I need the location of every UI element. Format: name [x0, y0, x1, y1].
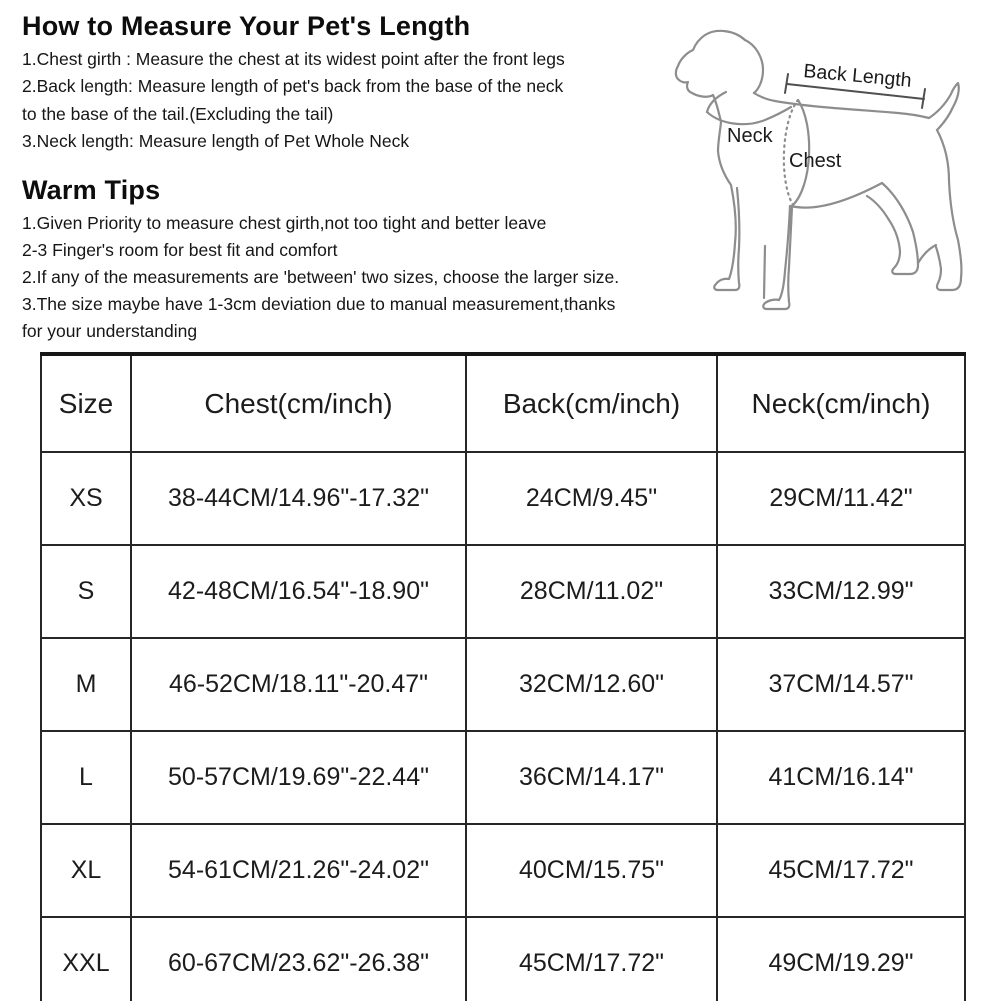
cell-neck: 33CM/12.99" — [717, 545, 965, 638]
cell-size: S — [41, 545, 131, 638]
cell-neck: 29CM/11.42" — [717, 452, 965, 545]
dog-hind-leg-far — [936, 130, 961, 290]
dog-tail — [929, 83, 959, 130]
warm-tips-text — [22, 210, 619, 345]
table-row-xs — [41, 452, 965, 545]
size-chart-header-row — [41, 354, 965, 452]
header-chest: Chest(cm/inch) — [131, 354, 466, 452]
dog-head-outline — [676, 31, 745, 122]
instruction-line: to the base of the tail.(Excluding the tail) — [22, 103, 334, 124]
cell-chest: 54-61CM/21.26"-24.02" — [131, 824, 466, 917]
cell-neck: 37CM/14.57" — [717, 638, 965, 731]
cell-chest: 50-57CM/19.69"-22.44" — [131, 731, 466, 824]
cell-chest: 38-44CM/14.96"-17.32" — [131, 452, 466, 545]
tip-line: 3.The size maybe have 1-3cm deviation due to manual measurement,thanks — [22, 294, 616, 314]
cell-back: 40CM/15.75" — [466, 824, 717, 917]
dog-front-leg-near — [763, 206, 792, 309]
instruction-line: 2.Back length: Measure length of pet's back from the base of the neck — [22, 76, 564, 97]
tip-line: 1.Given Priority to measure chest girth,not too tight and better leave — [22, 213, 547, 233]
dog-front-leg-gap-line — [764, 246, 765, 298]
cell-size: XL — [41, 824, 131, 917]
dog-belly-line — [791, 183, 882, 208]
table-row-l — [41, 731, 965, 824]
dog-head-back-outline — [745, 40, 763, 93]
header-size: Size — [41, 354, 131, 452]
table-row-xl — [41, 824, 965, 917]
how-to-measure-text — [22, 46, 565, 156]
back-length-label: Back Length — [802, 60, 913, 92]
cell-back: 32CM/12.60" — [466, 638, 717, 731]
header-neck: Neck(cm/inch) — [717, 354, 965, 452]
cell-chest: 42-48CM/16.54"-18.90" — [131, 545, 466, 638]
table-row-s — [41, 545, 965, 638]
instruction-line: 1.Chest girth : Measure the chest at its widest point after the front legs — [22, 49, 565, 69]
size-chart-table — [40, 352, 966, 1001]
cell-back: 28CM/11.02" — [466, 545, 717, 638]
chest-label: Chest — [789, 150, 842, 172]
header-back: Back(cm/inch) — [466, 354, 717, 452]
cell-size: M — [41, 638, 131, 731]
cell-neck: 41CM/16.14" — [717, 731, 965, 824]
how-to-measure-title: How to Measure Your Pet's Length — [22, 11, 471, 41]
neck-label: Neck — [727, 125, 773, 147]
cell-back: 24CM/9.45" — [466, 452, 717, 545]
table-row-m — [41, 638, 965, 731]
cell-neck: 45CM/17.72" — [717, 824, 965, 917]
tip-line: 2.If any of the measurements are 'between' two sizes, choose the larger size. — [22, 267, 620, 287]
tip-line: 2-3 Finger's room for best fit and comfort — [22, 240, 338, 260]
warm-tips-title: Warm Tips — [22, 175, 161, 205]
cell-back: 45CM/17.72" — [466, 917, 717, 1001]
instruction-line: 3.Neck length: Measure length of Pet Whole Neck — [22, 131, 410, 152]
cell-size: XXL — [41, 917, 131, 1001]
dog-hind-leg-near — [867, 183, 918, 274]
cell-back: 36CM/14.17" — [466, 731, 717, 824]
cell-chest: 60-67CM/23.62"-26.38" — [131, 917, 466, 1001]
table-row-xxl — [41, 917, 965, 1001]
cell-neck: 49CM/19.29" — [717, 917, 965, 1001]
dog-measurement-diagram — [650, 20, 1001, 350]
cell-size: L — [41, 731, 131, 824]
dog-front-leg-far — [714, 122, 739, 290]
dog-hind-leg-inner-line — [918, 245, 936, 263]
cell-chest: 46-52CM/18.11"-20.47" — [131, 638, 466, 731]
tip-line: for your understanding — [22, 321, 198, 341]
cell-size: XS — [41, 452, 131, 545]
